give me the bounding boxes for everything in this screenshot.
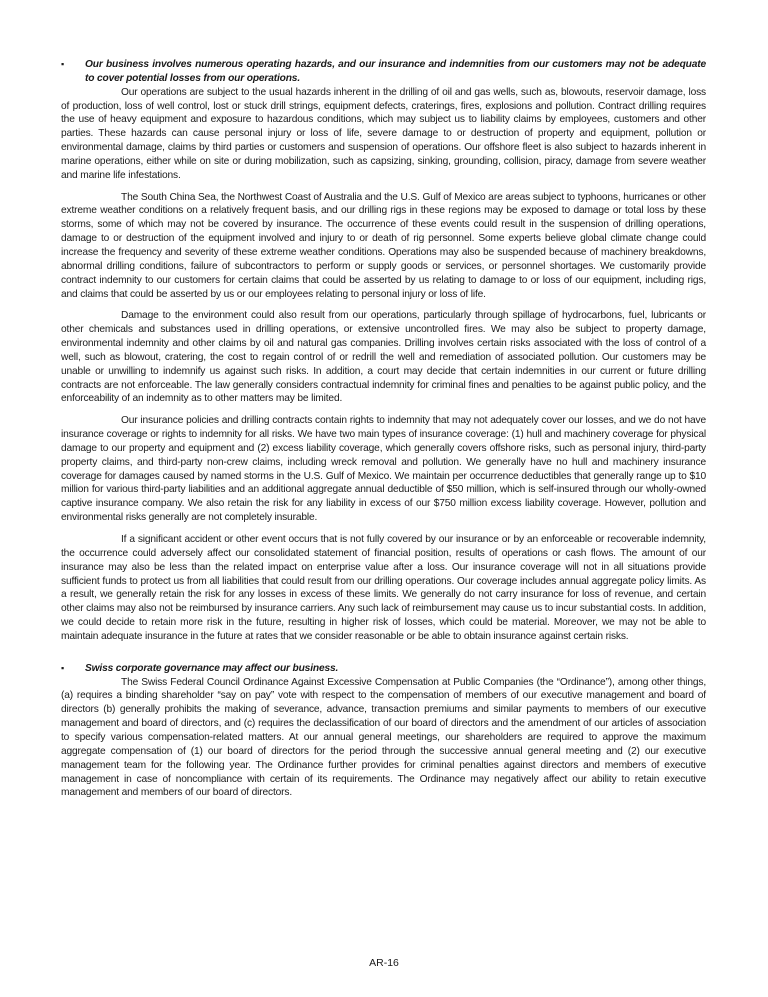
heading-text: Swiss corporate governance may affect our business. [85,662,339,674]
paragraph: The Swiss Federal Council Ordinance Against Excessive Compensation at Public Companies (the “Ordinance”), among other things, (a) requires a binding shareholder “say on pay” vote with respect to the compensation of members of our executive management and board of directors (b) generally prohibits the making of severance, advance, transaction premiums and similar payments to members of our executive management and board of directors, and (c) requires the declassification of our board of directors and the amendment of our articles of association to specify various compensation-related matters. At our annual general meetings, our shareholders are required to approve the maximum aggregate compensation of (1) our board of directors for the period through the successive annual general meeting and (2) our executive management team for the following year. The Ordinance further provides for criminal penalties against directors and members of executive management in case of noncompliance with certain of its requirements. The Ordinance may negatively affect our ability to retain executive management and members of our board of directors. [61,676,706,799]
risk-factor-operating-hazards [61,58,706,644]
page-number: AR-16 [369,957,399,969]
risk-factor-heading [61,58,706,86]
bullet-icon: ▪ [61,59,65,69]
paragraph: Damage to the environment could also result from our operations, particularly through spillage of hydrocarbons, fuel, lubricants or other chemicals and substances used in drilling operations, or extensive uncontrolled fires. We may also be subject to property damage, environmental indemnity and other claims by oil and natural gas companies. Drilling involves certain risks associated with the loss of control of a well, such as blowout, cratering, the cost to regain control of or redrill the well and remediation of associated pollution. Our customers may be unable or unwilling to indemnify us against such risks. In addition, a court may decide that certain indemnities in our current or future drilling contracts are not enforceable. The law generally considers contractual indemnity for criminal fines and penalties to be against public policy, and the enforceability of an indemnity as to other matters may be limited. [61,310,706,405]
risk-factor-swiss-governance [61,662,706,800]
heading-text: Our business involves numerous operating hazards, and our insurance and indemnities from our customers may not be adequate to cover potential losses from our operations. [85,59,706,84]
paragraph: If a significant accident or other event occurs that is not fully covered by our insurance or by an enforceable or recoverable indemnity, the occurrence could adversely affect our consolidated statement of financial position, results of operations or cash flows. The amount of our insurance may also be less than the related impact on enterprise value after a loss. Our insurance coverage will not in all situations provide sufficient funds to protect us from all liabilities that could result from our drilling operations. Our coverage includes annual aggregate policy limits. As a result, we generally retain the risk for any losses in excess of these limits. We generally do not carry insurance for loss of revenue, and certain other claims may also not be reimbursed by insurance carriers. Any such lack of reimbursement may cause us to incur substantial costs. In addition, we could decide to retain more risk in the future, resulting in higher risk of losses, which could be material. Moreover, we may not be able to maintain adequate insurance in the future at rates that we consider reasonable or be able to obtain insurance against certain risks. [61,534,706,642]
paragraph: Our operations are subject to the usual hazards inherent in the drilling of oil and gas wells, such as, blowouts, reservoir damage, loss of production, loss of well control, lost or stuck drill strings, equipment defects, craterings, fires, explosions and pollution. Contract drilling requires the use of heavy equipment and exposure to hazardous conditions, which may subject us to liability claims by employees, customers and other parties. These hazards can cause personal injury or loss of life, severe damage to or destruction of property and equipment, pollution or environmental damage, claims by third parties or customers and suspension of operations. Our offshore fleet is also subject to hazards inherent in marine operations, either while on site or during mobilization, such as capsizing, sinking, grounding, collision, piracy, damage from severe weather and marine life infestations. [61,86,706,181]
document-page [61,58,706,800]
paragraph: Our insurance policies and drilling contracts contain rights to indemnity that may not adequately cover our losses, and we do not have insurance coverage or rights to indemnity for all risks. We have two main types of insurance coverage: (1) hull and machinery coverage for physical damage to our property and equipment and (2) excess liability coverage, which generally covers offshore risks, such as personal injury, third-party property claims, and third-party non-crew claims, including wreck removal and pollution. We generally have no hull and machinery insurance coverage for damages caused by named storms in the U.S. Gulf of Mexico. We maintain per occurrence deductibles that generally range up to $10 million for various third-party liabilities and an additional aggregate annual deductible of $50 million, which is self-insured through our wholly-owned captive insurance company. We also retain the risk for any liability in excess of our $750 million excess liability coverage. However, pollution and environmental risks generally are not completely insurable. [61,415,706,524]
bullet-icon: ▪ [61,662,65,673]
risk-factor-heading [61,662,706,676]
paragraph: The South China Sea, the Northwest Coast of Australia and the U.S. Gulf of Mexico are areas subject to typhoons, hurricanes or other extreme weather conditions on a relatively frequent basis, and our drilling rigs in these regions may be exposed to damage or total loss by these storms, some of which may not be covered by insurance. The occurrence of these events could result in the suspension of drilling operations, damage to or destruction of the equipment involved and injury to or death of rig personnel. Some experts believe global climate change could increase the frequency and severity of these extreme weather conditions. Operations may also be suspended because of machinery breakdowns, abnormal drilling conditions, failure of subcontractors to perform or supply goods or services, or personnel shortages. We customarily provide contract indemnity to our customers for certain claims that could be asserted by us relating to damage to or loss of our equipment, including rigs, and claims that could be asserted by us or our employees relating to personal injury or loss of life. [61,191,706,300]
